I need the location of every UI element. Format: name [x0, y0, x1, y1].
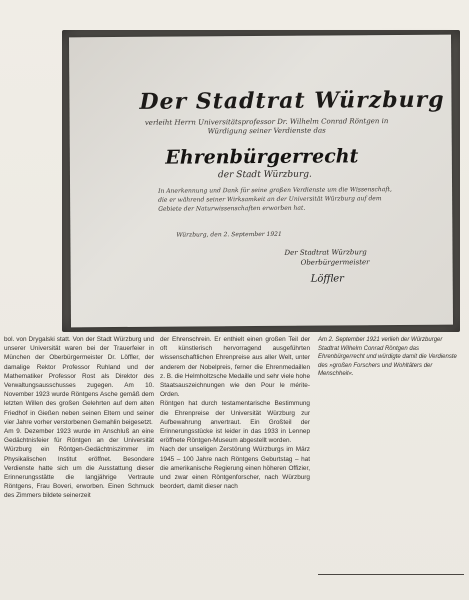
honorary-citizenship-certificate: [69, 35, 453, 328]
certificate-subtitle: verleiht Herrn Universitätsprofessor Dr. Wilhelm Conrad Röntgen in Würdigung seiner Verdienste das: [144, 117, 389, 136]
text-column-2: [160, 335, 310, 491]
photo-caption: Am 2. September 1921 verlieh der Würzburger Stadtrat Wilhelm Conrad Röntgen das Ehrenbürgerrecht und würdigte damit die Verdienste des »großen Forschers und Wohltäters der Menschheit«.: [318, 337, 457, 378]
certificate-body: In Anerkennung und Dank für seine großen Verdienste um die Wissenschaft, die er während seiner Wirksamkeit an der Universität Würzburg auf dem Gebiete der Naturwissenschaften erworben hat.: [158, 186, 392, 213]
certificate-signatory: [284, 247, 404, 268]
certificate-signature: Löffler: [310, 273, 344, 285]
certificate-sign-line: Oberbürgermeister: [300, 258, 370, 267]
certificate-title: Der Stadtrat Würzburg: [139, 86, 445, 115]
certificate-photo: [62, 30, 460, 332]
divider-rule: [318, 574, 464, 575]
certificate-honor: Ehrenbürgerrecht: [165, 145, 359, 169]
text-column-1: [4, 335, 154, 501]
column-text: bol. von Drygalski statt. Von der Stadt Würzburg und unserer Universität waren bei der Trauerfeier in München der Oberbürgermeister Dr. Löffler, der damalige Rektor Professor Ruhland und der Mathematiker Professor Rost als Direktor des Verwaltungsausschusses zugegen. Am 10. November 1923 wurde Röntgens Asche gemäß dem letzten Willen des großen Gelehrten auf dem alten Friedhof in Gießen neben seinen Eltern und seiner vier Jahre vorher verstorbenen Gemahlin beigesetzt. Am 9. Dezember 1923 wurde im Anschluß an eine Gedächtnisfeier für Röntgen an der Universität Würzburg ein Röntgen-Gedächtniszimmer im Physikalischen Institut eröffnet. Besondere Verdienste hatte sich um die Ausstattung dieser Erinnerungsstätte die langjährige Vertraute Röntgens, Frau Boveri, erworben. Einen Schmuck des Zimmers bildete seinerzeit: [4, 336, 154, 500]
column-text: der Ehrenschrein. Er enthielt einen großen Teil der oft künstlerisch hervorragend ausgeführten wissenschaftlichen Ehrenpreise aus aller Welt, unter anderem der Nobelpreis, ferner die Ehrenmedaillen z. B. die Helmholtzsche Medaille und sehr viele hohe Staatsauszeichnungen wie den Pour le mérite-Orden. Röntgen hat durch testamentarische Bestimmung die Ehrenpreise der Universität Würzburg zur Aufbewahrung anvertraut. Ein Großteil der Erinnerungsstücke ist leider in das 1933 in Lennep eröffnete Röntgen-Museum abgestellt worden. Nach der unseligen Zerstörung Würzburgs im März 1945 – 100 Jahre nach Röntgens Geburtstag – hat die amerikanische Regierung einen höheren Offizier, und zwar einen Röntgenforscher, nach Würzburg beordert, damit dieser nach: [160, 336, 310, 491]
certificate-date: Würzburg, den 2. September 1921: [176, 230, 282, 239]
certificate-city: der Stadt Würzburg.: [217, 169, 312, 181]
certificate-sign-line: Der Stadtrat Würzburg: [284, 248, 367, 257]
